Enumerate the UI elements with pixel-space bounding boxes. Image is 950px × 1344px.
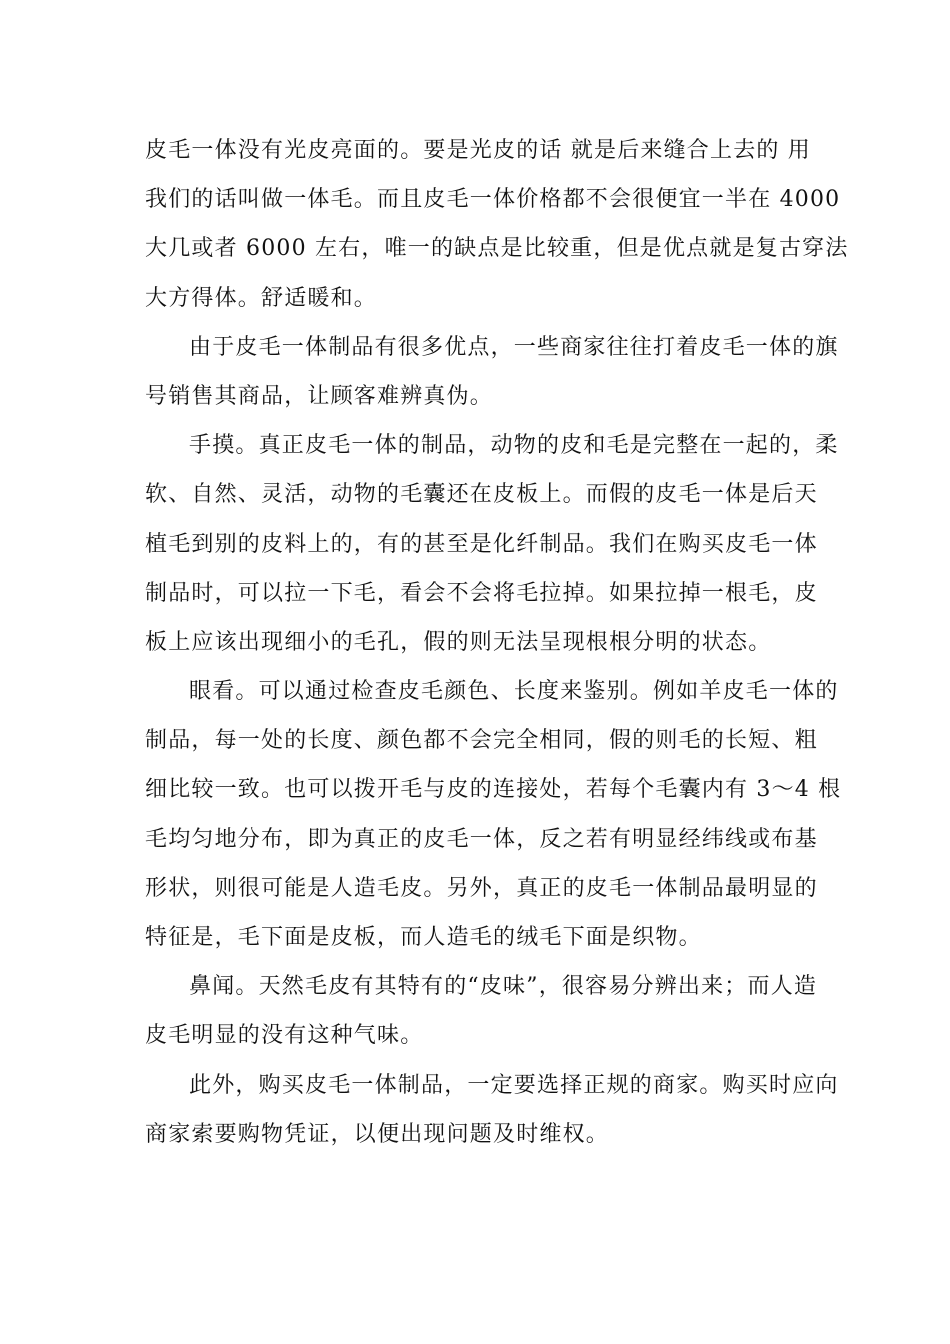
document-body <box>145 126 849 1159</box>
text-line: 特征是，毛下面是皮板，而人造毛的绒毛下面是织物。 <box>145 925 702 950</box>
text-line: 制品，每一处的长度、颜色都不会完全相同，假的则毛的长短、粗 <box>145 728 818 754</box>
text-line: 号销售其商品，让顾客难辨真伪。 <box>145 383 494 409</box>
text-line: 制品时，可以拉一下毛，看会不会将毛拉掉。如果拉掉一根毛，皮 <box>145 580 818 606</box>
paragraph-start-line: 眼看。可以通过检查皮毛颜色、长度来鉴别。例如羊皮毛一体的 <box>189 679 839 705</box>
text-line: 大方得体。舒适暖和。 <box>145 285 378 311</box>
text-line: 细比较一致。也可以拨开毛与皮的连接处，若每个毛囊内有 3～4 根 <box>145 777 842 803</box>
text-line: 毛均匀地分布，即为真正的皮毛一体，反之若有明显经纬线或布基 <box>145 826 818 852</box>
text-line: 植毛到别的皮料上的，有的甚至是化纤制品。我们在购买皮毛一体 <box>145 531 818 557</box>
text-line: 大几或者 6000 左右，唯一的缺点是比较重，但是优点就是复古穿法 <box>145 236 849 262</box>
paragraph-start-line: 鼻闻。天然毛皮有其特有的“皮味”，很容易分辨出来；而人造 <box>189 974 818 1000</box>
text-line: 皮毛明显的没有这种气味。 <box>145 1023 424 1049</box>
text-line: 我们的话叫做一体毛。而且皮毛一体价格都不会很便宜一半在 4000 <box>145 187 841 213</box>
text-line: 板上应该出现细小的毛孔，假的则无法呈现根根分明的状态。 <box>145 629 772 655</box>
paragraph-start-line: 此外，购买皮毛一体制品，一定要选择正规的商家。购买时应向 <box>189 1072 839 1098</box>
text-line: 商家索要购物凭证，以便出现问题及时维权。 <box>145 1121 610 1147</box>
text-line: 软、自然、灵活，动物的毛囊还在皮板上。而假的皮毛一体是后天 <box>145 482 818 508</box>
paragraph-start-line: 手摸。真正皮毛一体的制品，动物的皮和毛是完整在一起的，柔 <box>189 433 839 459</box>
paragraph-start-line: 由于皮毛一体制品有很多优点，一些商家往往打着皮毛一体的旗 <box>189 334 839 360</box>
text-line: 形状，则很可能是人造毛皮。另外，真正的皮毛一体制品最明显的 <box>145 875 818 901</box>
text-line: 皮毛一体没有光皮亮面的。要是光皮的话 就是后来缝合上去的 用 <box>145 138 811 163</box>
